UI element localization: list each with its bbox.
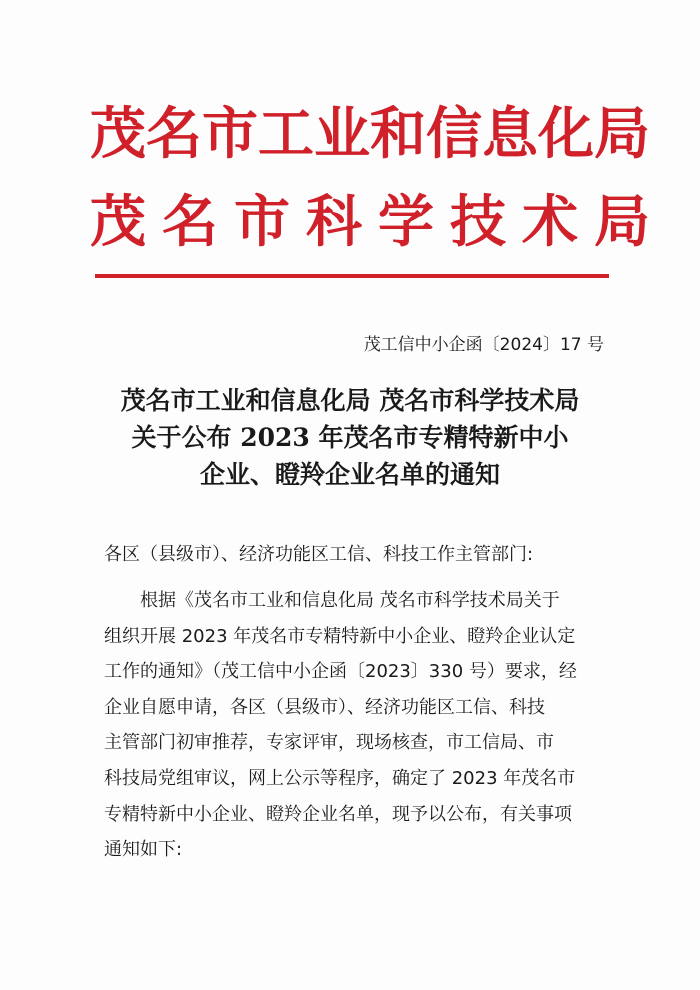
title-line-2: 关于公布 2023 年茂名市专精特新中小 xyxy=(131,423,569,452)
body-line-3: 工作的通知》（茂工信中小企函〔2023〕330 号）要求，经 xyxy=(104,661,577,683)
body-line-5: 主管部门初审推荐，专家评审，现场核查，市工信局、市 xyxy=(104,732,554,754)
title-line-1: 茂名市工业和信息化局 茂名市科学技术局 xyxy=(120,386,580,415)
title-line-3: 企业、瞪羚企业名单的通知 xyxy=(199,460,500,489)
recipient-line: 各区（县级市）、经济功能区工信、科技工作主管部门: xyxy=(104,544,534,565)
document-number: 茂工信中小企函〔2024〕17 号 xyxy=(363,335,604,355)
issuer-name-industry: 茂名市工业和信息化局 xyxy=(90,101,650,167)
document-title xyxy=(80,382,620,493)
body-line-4: 企业自愿申请，各区（县级市）、经济功能区工信、科技 xyxy=(104,696,545,718)
red-header-rule xyxy=(95,274,609,278)
body-line-1: 根据《茂名市工业和信息化局 茂名市科学技术局关于 xyxy=(140,590,560,611)
body-line-2: 组织开展 2023 年茂名市专精特新中小企业、瞪羚企业认定 xyxy=(104,625,576,647)
body-line-8: 通知如下: xyxy=(104,839,183,861)
body-line-7: 专精特新中小企业、瞪羚企业名单，现予以公布，有关事项 xyxy=(104,803,572,825)
issuer-name-science: 茂名市科学技术局 xyxy=(90,189,666,255)
body-paragraph xyxy=(104,583,604,868)
body-line-6: 科技局党组审议，网上公示等程序，确定了 2023 年茂名市 xyxy=(104,767,576,789)
